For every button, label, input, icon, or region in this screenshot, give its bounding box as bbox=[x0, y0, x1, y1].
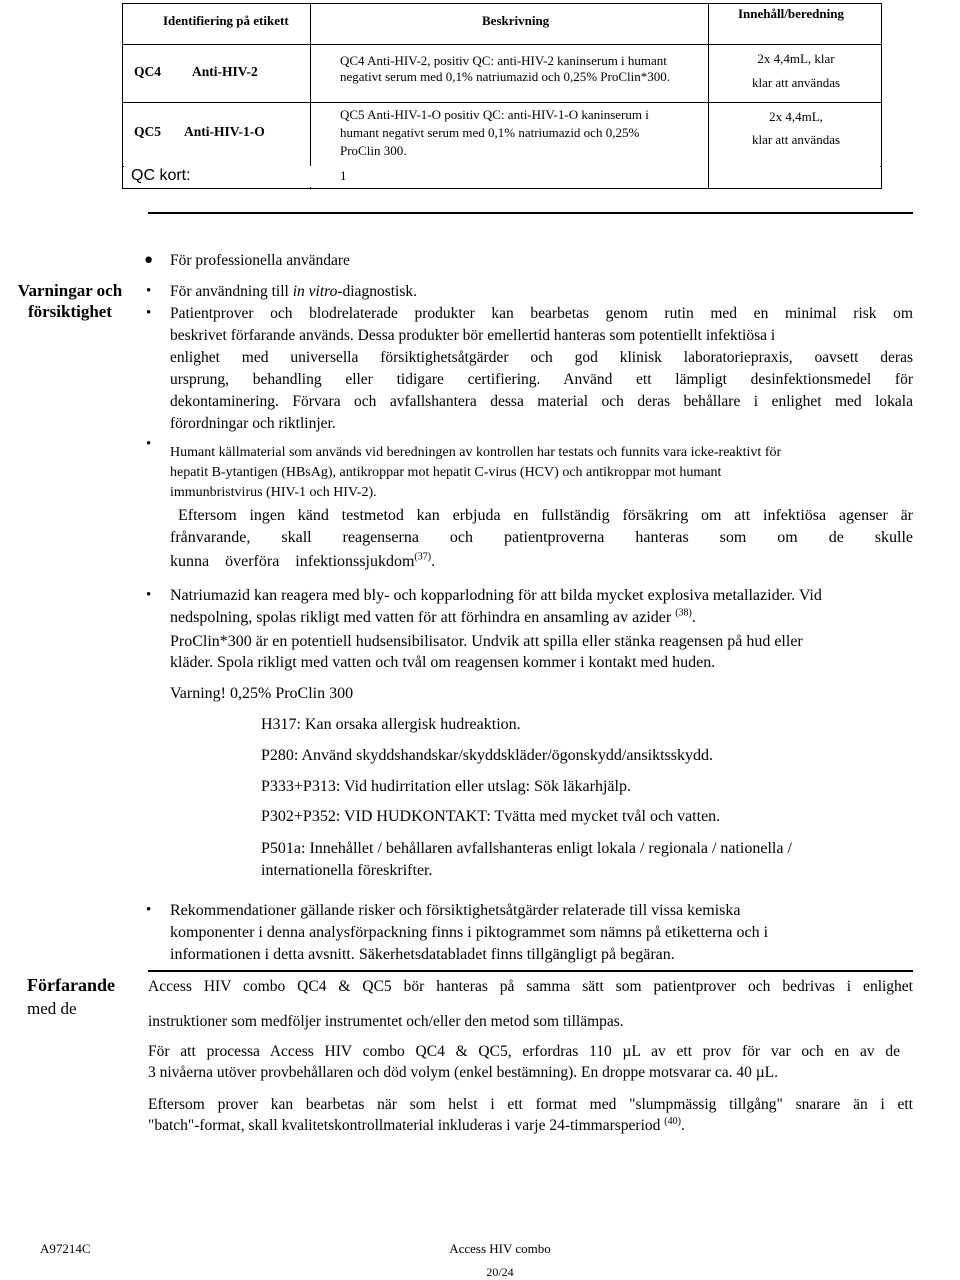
warning-proclin-2: kläder. Spola rikligt med vatten och tvål om reagensen kommer i kontakt med huden. bbox=[170, 654, 716, 671]
warnings-title-line1: Varningar och bbox=[17, 281, 123, 300]
warning-patient-samples-5: dekontaminering. Förvara och avfallshantera dessa material och deras behållare i enlighet med lokala bbox=[170, 393, 913, 410]
bullet-icon: • bbox=[146, 283, 152, 299]
row-qc4-content-1: 2x 4,4mL, klar bbox=[757, 51, 835, 66]
row-qc5-desc-1: QC5 Anti-HIV-1-O positiv QC: anti-HIV-1-O kaninserum i bbox=[340, 107, 649, 122]
warning-ivd: För användning till in vitro-diagnostisk. bbox=[170, 283, 417, 300]
bullet-icon: • bbox=[146, 587, 152, 603]
bullet-icon: ● bbox=[144, 252, 154, 268]
procedure-title: Förfarande bbox=[27, 975, 115, 995]
warning-human-material-2: hepatit B-ytantigen (HBsAg), antikroppar mot hepatit C-virus (HCV) och antikroppar mot humant bbox=[170, 465, 722, 480]
warnings-title-line2: försiktighet bbox=[27, 302, 113, 321]
warning-patient-samples-2: beskrivet förfarande används. Dessa produkter bör emellertid hanteras som potentiellt infektiösa i bbox=[170, 327, 776, 344]
hazard-p501a-2: internationella föreskrifter. bbox=[261, 862, 433, 879]
warning-patient-samples-1: Patientprover och blodrelaterade produkter kan bearbetas genom rutin med en minimal risk om bbox=[170, 305, 913, 322]
section-rule-procedure bbox=[148, 970, 913, 972]
row-qc5-desc-3: ProClin 300. bbox=[340, 143, 407, 158]
hazard-p280: P280: Använd skyddshandskar/skyddskläder/ögonskydd/ansiktsskydd. bbox=[261, 747, 713, 764]
row-qc5-code: QC5 bbox=[134, 124, 161, 139]
section-rule-top bbox=[148, 212, 913, 214]
header-content: Innehåll/beredning bbox=[738, 6, 844, 21]
row-qc5-name: Anti-HIV-1-O bbox=[184, 124, 265, 139]
bullet-icon: • bbox=[146, 902, 152, 918]
footer-page-number: 20/24 bbox=[486, 1265, 514, 1279]
warning-recommendations-3: informationen i detta avsnitt. Säkerhetsdatabladet finns tillgängligt på begäran. bbox=[170, 946, 675, 963]
procedure-p2-1: För att processa Access HIV combo QC4 & QC5, erfordras 110 µL av ett prov för var och en av de bbox=[148, 1043, 900, 1060]
warning-patient-samples-4: ursprung, behandling eller tidigare certifiering. Använd ett lämpligt desinfektionsmedel för bbox=[170, 371, 913, 388]
row-qc5-content-1: 2x 4,4mL, bbox=[769, 109, 823, 124]
qc-card-label: QC kort: bbox=[131, 167, 191, 184]
warning-proclin-title: Varning! 0,25% ProClin 300 bbox=[170, 685, 354, 702]
warning-proclin-1: ProClin*300 är en potentiell hudsensibilisator. Undvik att spilla eller stänka reagensen på hud eller bbox=[170, 633, 803, 650]
bullet-icon: • bbox=[146, 436, 152, 452]
footer-doc-id: A97214C bbox=[40, 1241, 91, 1256]
procedure-p1-1: Access HIV combo QC4 & QC5 bör hanteras på samma sätt som patientprover och bedrivas i enlighet bbox=[148, 978, 913, 995]
qc-card-value: 1 bbox=[340, 168, 347, 183]
hazard-p501a-1: P501a: Innehållet / behållaren avfallshanteras enligt lokala / regionala / nationella / bbox=[261, 840, 792, 857]
bullet-icon: • bbox=[146, 305, 152, 321]
hazard-p333: P333+P313: Vid hudirritation eller utslag: Sök läkarhjälp. bbox=[261, 778, 631, 795]
hazard-p302: P302+P352: VID HUDKONTAKT: Tvätta med mycket tvål och vatten. bbox=[261, 808, 721, 825]
row-qc4-code: QC4 bbox=[134, 64, 161, 79]
warning-azide-1: Natriumazid kan reagera med bly- och kopparlodning för att bilda mycket explosiva metallazider. Vid bbox=[170, 587, 822, 604]
hazard-h317: H317: Kan orsaka allergisk hudreaktion. bbox=[261, 716, 521, 733]
warning-azide-2: nedspolning, spolas rikligt med vatten för att förhindra en ansamling av azider $^{(38)}$. bbox=[170, 607, 696, 626]
warning-professional: För professionella användare bbox=[170, 252, 350, 269]
row-qc5-desc-2: humant negativt serum med 0,1% natriumazid och 0,25% bbox=[340, 125, 640, 140]
warning-recommendations-1: Rekommendationer gällande risker och försiktighetsåtgärder relaterade till vissa kemiska bbox=[170, 902, 741, 919]
warning-no-test-3: kunna överföra infektionssjukdom$^{(37)}$. bbox=[170, 551, 436, 570]
warning-patient-samples-6: förordningar och riktlinjer. bbox=[170, 415, 336, 432]
warning-recommendations-2: komponenter i denna analysförpackning finns i piktogrammet som nämns på etiketterna och i bbox=[170, 924, 769, 941]
warning-no-test-1: Eftersom ingen känd testmetod kan erbjuda en fullständig försäkring om att infektiösa agenser är bbox=[178, 507, 913, 524]
warning-patient-samples-3: enlighet med universella försiktighetsåtgärder och god klinisk laboratoriepraxis, oavsett deras bbox=[170, 349, 913, 366]
row-qc4-desc-1: QC4 Anti-HIV-2, positiv QC: anti-HIV-2 kaninserum i humant bbox=[340, 53, 667, 68]
procedure-subtitle: med de bbox=[27, 999, 77, 1018]
row-qc5-content-2: klar att användas bbox=[751, 132, 841, 147]
warning-human-material-3: immunbristvirus (HIV-1 och HIV-2). bbox=[170, 485, 377, 500]
footer-product: Access HIV combo bbox=[449, 1241, 551, 1256]
row-qc4-content-2: klar att användas bbox=[751, 75, 841, 90]
warning-no-test-2: frånvarande, skall reagenserna och patientproverna hanteras som om de skulle bbox=[170, 529, 913, 546]
warning-human-material-1: Humant källmaterial som används vid beredningen av kontrollen har testats och funnits vara icke-reaktivt för bbox=[170, 445, 782, 460]
row-qc4-name: Anti-HIV-2 bbox=[192, 64, 258, 79]
procedure-p3-1: Eftersom prover kan bearbetas när som helst i ett format med "slumpmässig tillgång" snarare än i ett bbox=[148, 1096, 913, 1113]
row-qc4-desc-2: negativt serum med 0,1% natriumazid och 0,25% ProClin*300. bbox=[340, 69, 670, 84]
header-description: Beskrivning bbox=[482, 13, 550, 28]
procedure-p3-2: "batch"-format, skall kvalitetskontrollmaterial inkluderas i varje 24-timmarsperiod $^{(40)}$. bbox=[148, 1115, 685, 1134]
procedure-p2-2: 3 nivåerna utöver provbehållaren och död volym (enkel bestämning). En droppe motsvarar ca. 40 µL. bbox=[148, 1064, 779, 1081]
procedure-p1-2: instruktioner som medföljer instrumentet och/eller den metod som tillämpas. bbox=[148, 1013, 624, 1030]
qc-table bbox=[122, 3, 882, 189]
warnings-title bbox=[0, 280, 140, 322]
header-identification: Identifiering på etikett bbox=[163, 13, 289, 28]
